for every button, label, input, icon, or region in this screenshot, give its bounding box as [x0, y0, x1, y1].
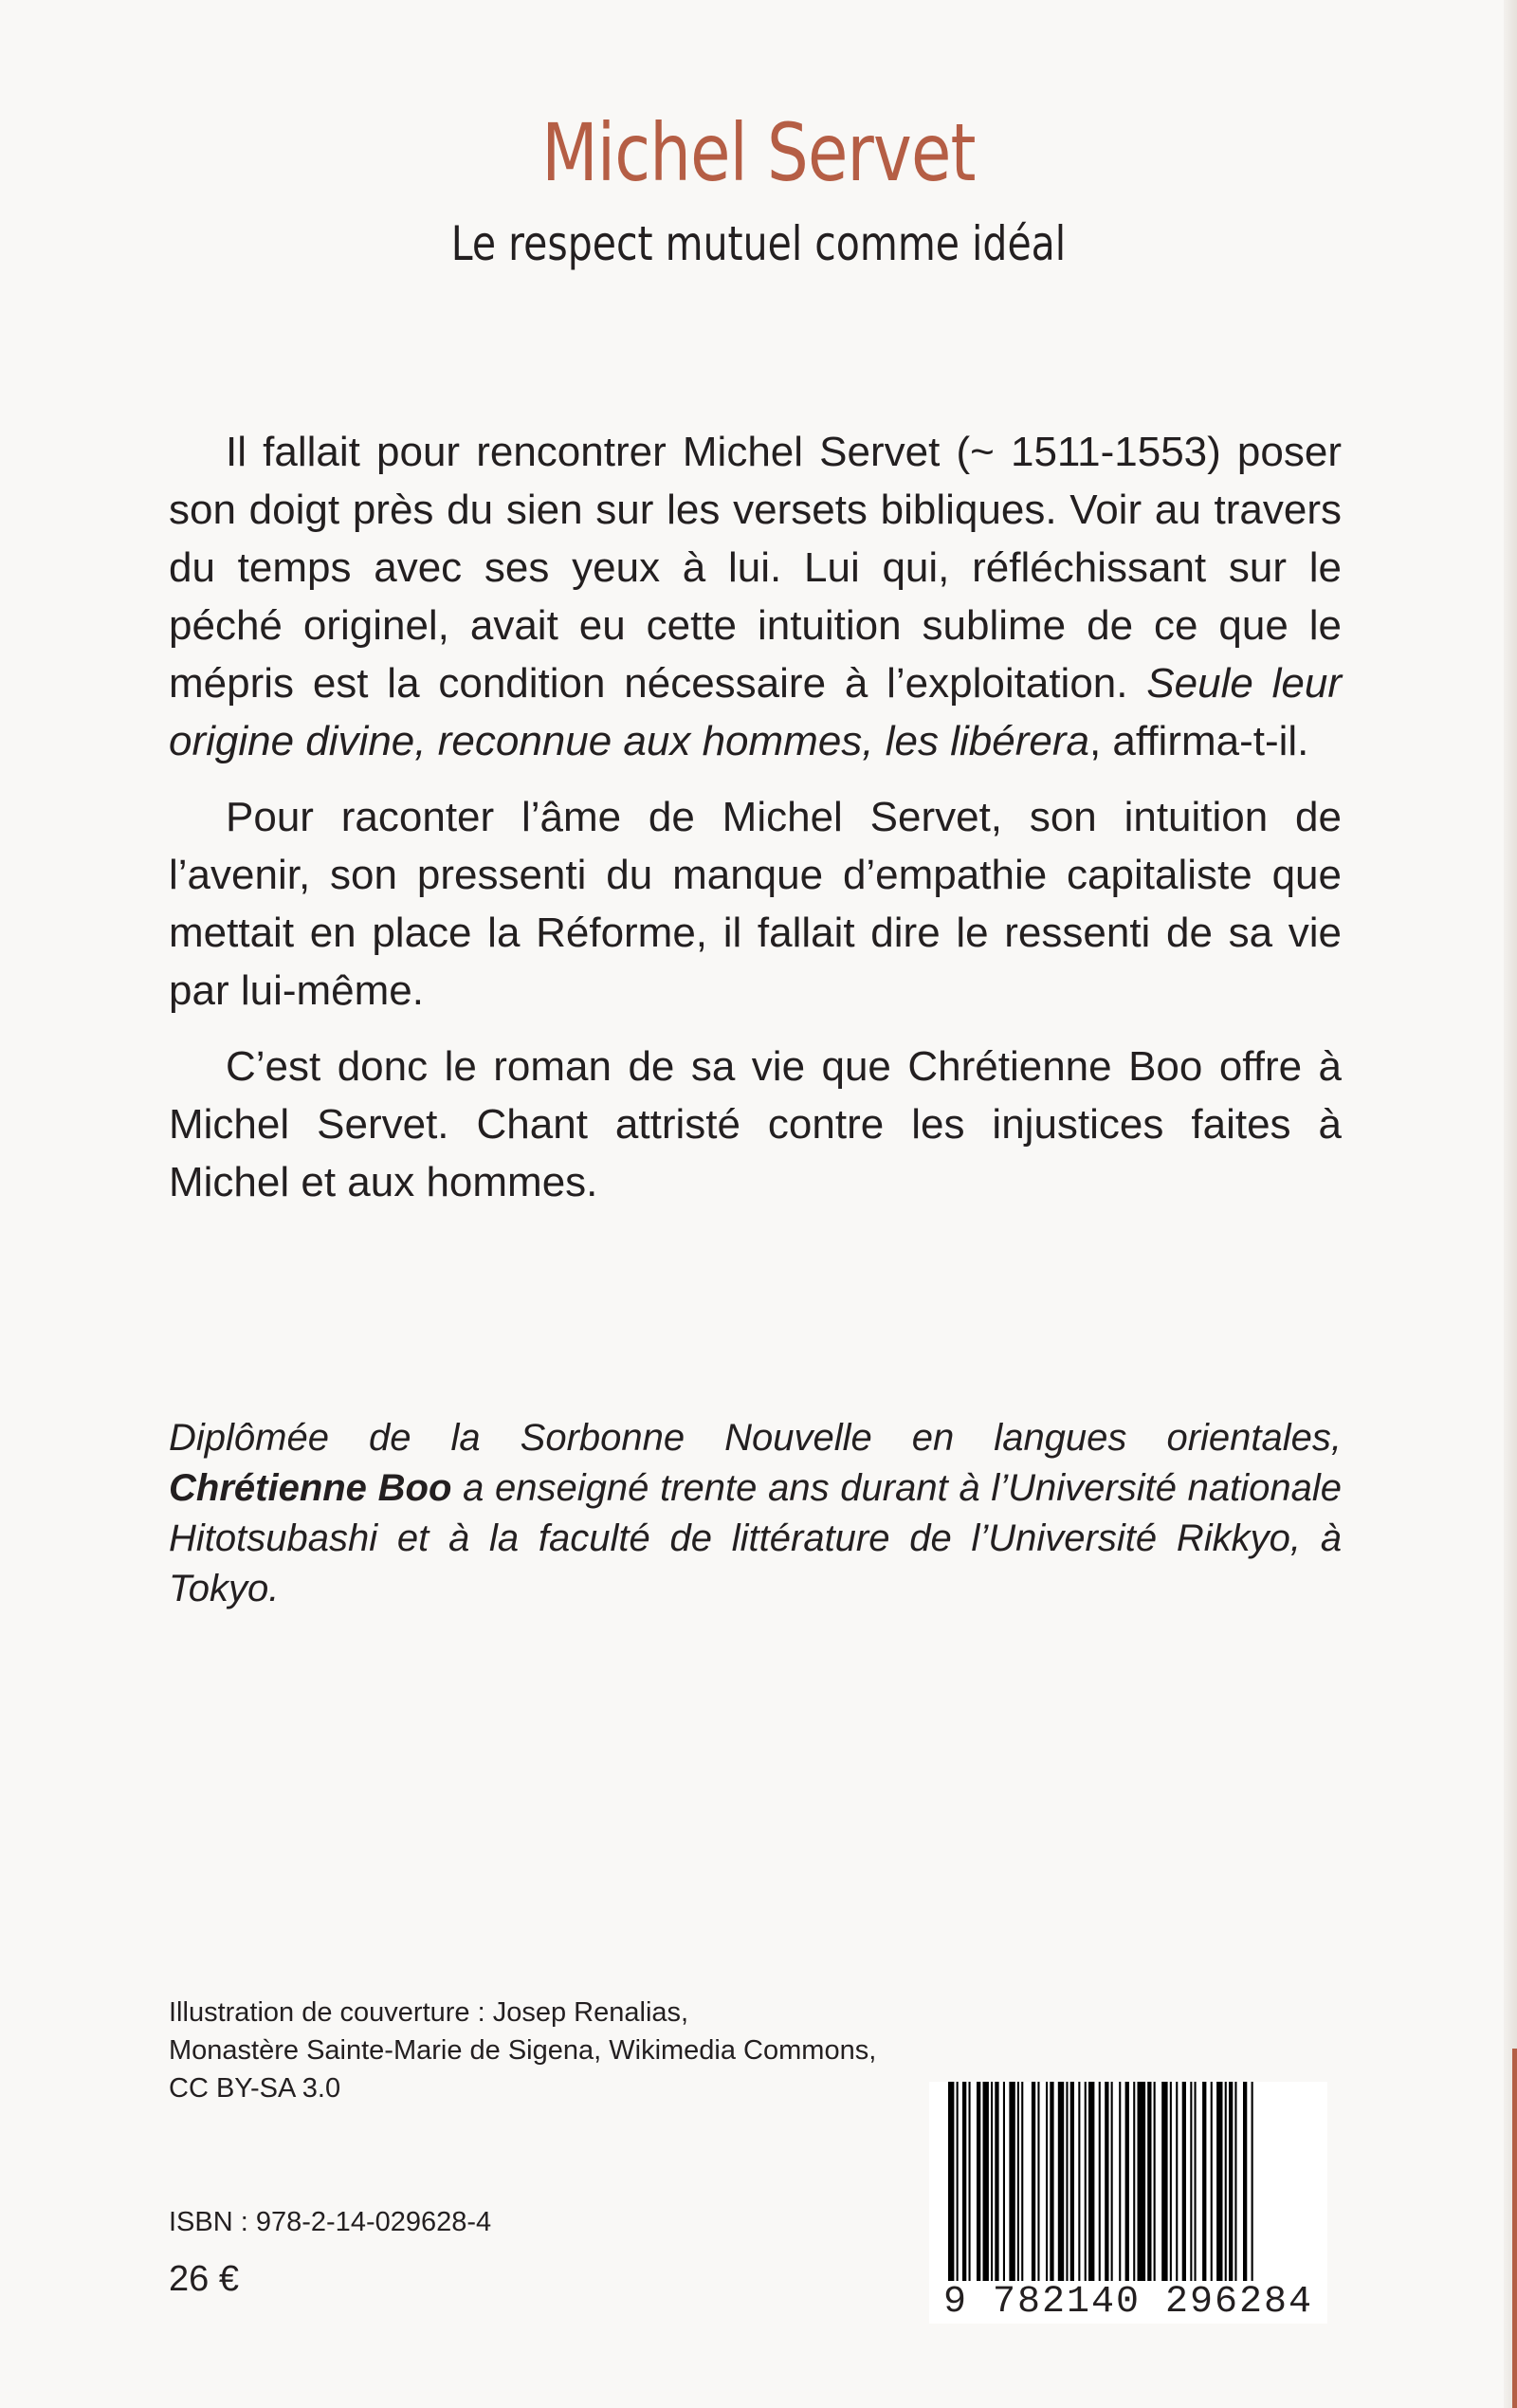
barcode-bar — [983, 2082, 989, 2281]
barcode-bars — [929, 2082, 1327, 2281]
barcode-bar — [1111, 2082, 1113, 2281]
barcode-bar — [1021, 2082, 1023, 2281]
credit-line-2: Monastère Sainte-Marie de Sigena, Wikimedia Commons, — [169, 2035, 877, 2066]
barcode-bar — [1050, 2082, 1053, 2281]
author-bio — [169, 1413, 1342, 1614]
barcode-bar — [1229, 2082, 1233, 2281]
barcode-bar — [1138, 2082, 1146, 2281]
blurb-paragraph-3: C’est donc le roman de sa vie que Chrétienne Boo offre à Michel Servet. Chant attristé contre les injustices faites à Michel et aux hommes. — [169, 1043, 1342, 1205]
barcode-bar — [1225, 2082, 1227, 2281]
barcode-bar — [1088, 2082, 1094, 2281]
barcode-bar — [1009, 2082, 1014, 2281]
barcode-bar — [1099, 2082, 1101, 2281]
barcode-bar — [1170, 2082, 1172, 2281]
barcode-bar — [1211, 2082, 1213, 2281]
barcode-bar — [1058, 2082, 1064, 2281]
barcode-bar — [995, 2082, 998, 2281]
barcode-bar — [1190, 2082, 1192, 2281]
barcode-bar — [1234, 2082, 1236, 2281]
price: 26 € — [169, 2259, 239, 2299]
barcode-bar — [991, 2082, 993, 2281]
barcode-digits: 9 782140 296284 — [929, 2281, 1327, 2324]
barcode-bar — [1037, 2082, 1039, 2281]
author-name: Chrétienne Boo — [169, 1467, 452, 1509]
cover-credit — [169, 1994, 975, 2107]
barcode-bar — [969, 2082, 971, 2281]
blurb-p1-quote: Seule leur origine divine, reconnue aux hommes, les libérera — [169, 660, 1342, 764]
barcode-bar — [1202, 2082, 1206, 2281]
barcode-bar — [1243, 2082, 1247, 2281]
barcode-bar — [1252, 2082, 1253, 2281]
barcode-bar — [1176, 2082, 1178, 2281]
bio-rest: a enseigné trente ans durant à l’Université nationale Hitotsubashi et à la faculté de littérature de l’Université Rikkyo, à Tokyo. — [169, 1467, 1342, 1609]
barcode-bar — [1078, 2082, 1080, 2281]
blurb-paragraph-1 — [169, 423, 1342, 770]
bio-lead: Diplômée de la Sorbonne Nouvelle en langues orientales, — [169, 1417, 1342, 1459]
barcode-bar — [948, 2082, 954, 2281]
barcode-bar — [1161, 2082, 1167, 2281]
barcode-bar — [1003, 2082, 1005, 2281]
spine-edge — [1504, 0, 1517, 2408]
blurb-paragraph-2: Pour raconter l’âme de Michel Servet, son intuition de l’avenir, son pressenti du manque d’empathie capitaliste que mettait en place la Réforme, il fallait dire le ressenti de sa vie par lui-même. — [169, 794, 1342, 1014]
barcode-bar — [1216, 2082, 1222, 2281]
barcode-bar — [1125, 2082, 1129, 2281]
barcode-bar — [1119, 2082, 1121, 2281]
book-title: Michel Servet — [541, 106, 976, 199]
isbn: ISBN : 978-2-14-029628-4 — [169, 2207, 492, 2237]
barcode-bar — [962, 2082, 966, 2281]
barcode — [929, 2082, 1327, 2322]
blurb-p1-text: Il fallait pour rencontrer Michel Servet (~ 1511-1553) poser son doigt près du sien sur les versets bibliques. Voir au travers du temps avec ses yeux à lui. Lui qui, réfléchissant sur le péché originel, avait eu cette intuition sublime de ce que le mépris est la condition nécessaire à l’exploitation. — [169, 429, 1342, 707]
blurb-p1-end: , affirma-t-il. — [1088, 718, 1309, 764]
barcode-bar — [957, 2082, 959, 2281]
spine-accent — [1512, 2049, 1517, 2408]
barcode-bar — [1195, 2082, 1197, 2281]
barcode-bar — [1147, 2082, 1151, 2281]
credit-line-1: Illustration de couverture : Josep Renalias, — [169, 1997, 689, 2028]
barcode-bar — [1105, 2082, 1108, 2281]
barcode-bar — [1066, 2082, 1068, 2281]
barcode-bar — [1032, 2082, 1035, 2281]
barcode-bar — [1070, 2082, 1074, 2281]
barcode-bar — [977, 2082, 980, 2281]
barcode-bar — [1017, 2082, 1019, 2281]
book-subtitle: Le respect mutuel comme idéal — [450, 216, 1067, 271]
barcode-bar — [1046, 2082, 1048, 2281]
back-cover-blurb — [169, 423, 1342, 1229]
barcode-bar — [1133, 2082, 1135, 2281]
barcode-bar — [1085, 2082, 1087, 2281]
barcode-bar — [1182, 2082, 1186, 2281]
credit-line-3: CC BY-SA 3.0 — [169, 2073, 341, 2104]
barcode-bar — [1154, 2082, 1156, 2281]
